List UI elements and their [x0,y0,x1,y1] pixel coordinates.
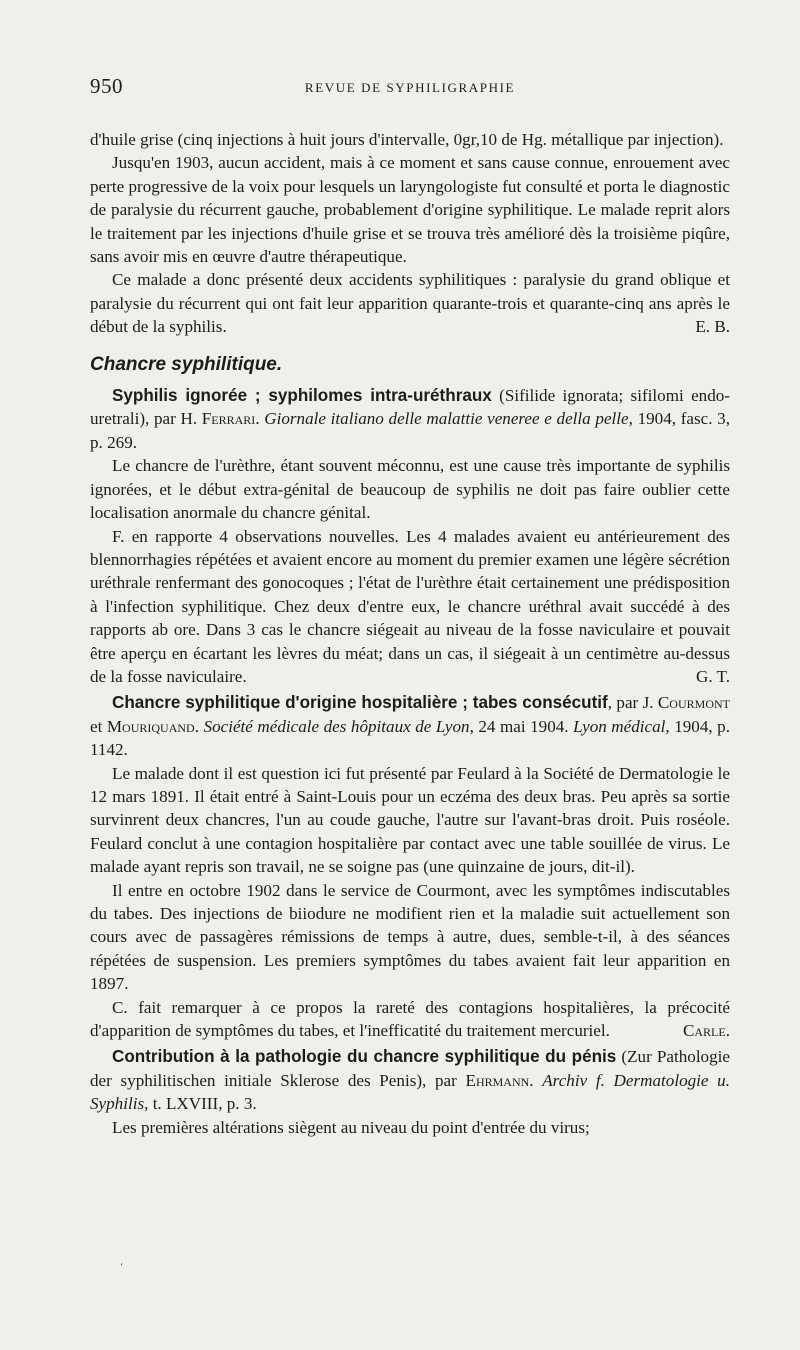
article-citation [90,384,730,454]
paragraph: d'huile grise (cinq injections à huit jours d'intervalle, 0gr,10 de Hg. métallique par injection). [90,130,724,149]
citation-text: . [529,1070,543,1090]
paragraph-text: C. fait remarquer à ce propos la rareté des contagions hospitalières, la précocité d'apparition de symptômes du tabes, et l'inefficatité du traitement mercuriel. [90,997,730,1041]
page-body [90,128,730,1139]
journal-name: Giornale italiano delle malattie veneree e della pelle [264,409,629,429]
paragraph-text: F. en rapporte 4 observations nouvelles. Les 4 malades avaient eu antérieurement des blennorrhagies répétées et avaient encore au moment du premier examen une légère sécrétion uréthrale renfermant des gonocoques ; l'état de l'urèthre était certainement une prédisposition à l'infection syphilitique. Chez deux d'entre eux, le chancre uréthral avait succédé à des rapports ab ore. Dans 3 cas le chancre siégeait au niveau de la fosse naviculaire et pouvait être aperçu en écartant les lèvres du méat; dans un cas, il siégeait à un centimètre au-dessus de la fosse naviculaire. [90,526,730,686]
paragraph: Les premières altérations siègent au niveau du point d'entrée du virus; [112,1117,590,1137]
article-citation [90,691,730,761]
citation-text: , 1904, fasc. 3, p. 269. [90,409,730,452]
author-name: Courmont [657,693,730,713]
signature: E. B. [695,317,730,337]
paragraph: Le malade dont il est question ici fut présenté par Feulard à la Société de Dermatologie le 12 mars 1891. Il était entré à Saint-Louis pour un eczéma des deux bras. Peu après sa sortie survinrent deux chancres, l'un au coude gauche, l'autre sur l'avant-bras droit. Puis roséole. Feulard conclut à une contagion hospitalière par contact avec une table souillée de virus. Le malade ayant repris son travail, ne se soigne pas (une quinzaine de jours, dit-il). [90,763,730,877]
citation-text: (Zur Pathologie der syphilitischen initiale Sklerose des Penis), par [90,1047,730,1090]
author-name: Mouriquand [106,716,195,736]
section-heading: Chancre syphilitique. [90,353,283,375]
citation-text: (Sifilide ignorata; sifilomi endo-uretrali), par H. [90,386,730,429]
page-header [90,74,730,104]
article-citation [90,1045,730,1115]
journal-name: Société médicale des hôpitaux de Lyon [203,716,470,736]
journal-name: Lyon médical [573,716,666,736]
paragraph [90,996,730,1043]
citation-text: , 1904, p. 1142. [90,716,731,760]
citation-text: . [255,409,265,429]
page-number: 950 [90,74,123,98]
citation-text: , t. LXVIII, p. 3. [144,1094,257,1114]
paragraph [90,268,730,338]
paragraph: Le chancre de l'urèthre, étant souvent méconnu, est une cause très importante de syphilis ignorées, et le début extra-génital de beaucoup de syphilis ne doit pas faire oublier cette localisation anormale du chancre génital. [90,456,730,523]
print-mark: ‘ [120,1262,124,1273]
running-title: REVUE DE SYPHILIGRAPHIE [304,80,516,95]
citation-text: , par J. [607,693,658,713]
paragraph: Jusqu'en 1903, aucun accident, mais à ce moment et sans cause connue, enrouement avec perte progressive de la voix pour lesquels un laryngologiste fut consulté et porta le diagnostic de paralysie du récurrent gauche, probablement d'origine syphilitique. Le malade reprit alors le traitement par les injections d'huile grise et se trouva très amélioré dès la troisième piqûre, sans avoir mis en œuvre d'autre thérapeutique. [90,153,730,267]
citation-text: , 24 mai 1904. [469,716,574,736]
citation-text: . [194,716,204,736]
article-title: Chancre syphilitique d'origine hospitalière ; tabes consécutif [112,693,608,713]
article-title: Contribution à la pathologie du chancre syphilitique du pénis [112,1047,617,1067]
author-name: Ehrmann [465,1070,530,1090]
article-title: Syphilis ignorée ; syphilomes intra-uréthraux [112,386,492,406]
journal-name: Archiv f. Dermatologie u. Syphilis [90,1070,730,1114]
paragraph-text: Ce malade a donc présenté deux accidents syphilitiques : paralysie du grand oblique et paralysie du récurrent qui ont fait leur apparition quarante-trois et quarante-cinq ans après le début de la syphilis. [90,270,730,337]
paragraph [90,525,730,689]
citation-text: et [90,716,107,736]
signature: Carle. [682,1021,730,1041]
signature: G. T. [695,666,730,686]
paragraph: Il entre en octobre 1902 dans le service de Courmont, avec les symptômes indiscutables du tabes. Des injections de biiodure ne modifient rien et la maladie suit actuellement son cours avec de passagères rémissions de temps à autre, dues, semble-t-il, à des séances répétées de suspension. Les premiers symptômes du tabes avaient fait leur apparition en 1897. [90,880,730,994]
author-name: Ferrari [201,409,256,429]
